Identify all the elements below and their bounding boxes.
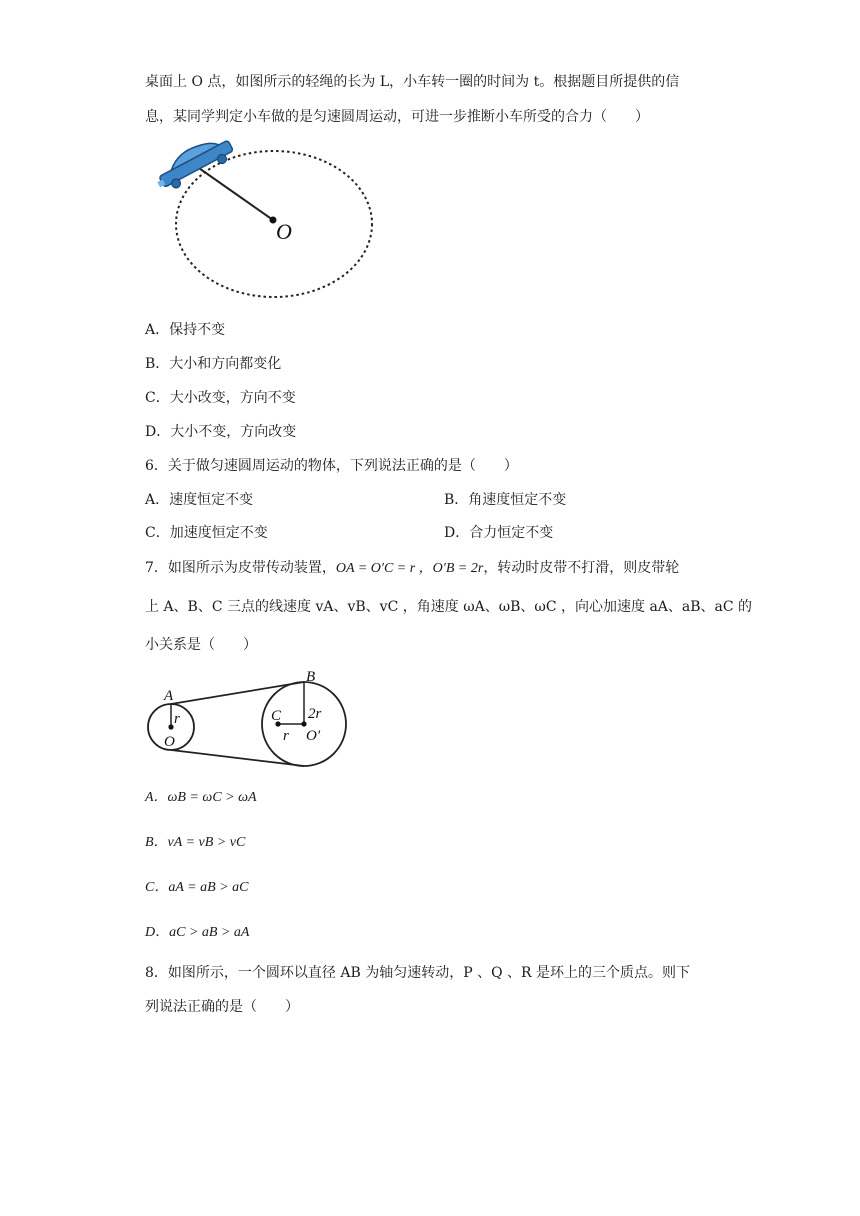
- q5-stem-line2: 息，某同学判定小车做的是匀速圆周运动，可进一步推断小车所受的合力（ ）: [145, 109, 649, 125]
- label-A: A: [164, 688, 174, 704]
- q7-option-a[interactable]: A．ωB = ωC > ωA: [145, 790, 257, 805]
- q7-stem-line3: 小关系是（ ）: [145, 637, 257, 653]
- label-C: C: [271, 708, 282, 724]
- rope: [196, 166, 273, 220]
- q7-stem-line2: 上 A、B、C 三点的线速度 vA、vB、vC ，角速度 ωA、ωB、ωC ，向心加速度 aA、aB、aC 的: [145, 599, 753, 615]
- q5-figure: [150, 140, 380, 300]
- q8-stem-line2: 列说法正确的是（ ）: [145, 999, 299, 1015]
- q7-option-b[interactable]: B．vA = vB > vC: [145, 835, 246, 850]
- q7-option-d[interactable]: D．aC > aB > aA: [145, 925, 250, 940]
- q5-option-c[interactable]: C．大小改变，方向不变: [145, 390, 296, 406]
- belt-top: [171, 682, 304, 704]
- label-O: O: [276, 219, 292, 244]
- q7-stem-line1-text-b: ，转动时皮带不打滑，则皮带轮: [483, 560, 680, 576]
- q6-option-b[interactable]: B．角速度恒定不变: [444, 492, 567, 508]
- q7-equation: OA = O′C = r ，O′B = 2r: [335, 561, 484, 576]
- q7-belt-drive-figure: [140, 668, 360, 778]
- label-O-prime: O′: [306, 728, 321, 744]
- label-2r: 2r: [308, 706, 322, 722]
- label-B: B: [306, 669, 316, 685]
- point-O: [168, 724, 173, 729]
- q8-stem-line1: 8．如图所示，一个圆环以直径 AB 为轴匀速转动，P 、Q 、R 是环上的三个质点。则下: [145, 965, 690, 981]
- label-r-small: r: [174, 711, 180, 727]
- q5-option-b[interactable]: B．大小和方向都变化: [145, 356, 282, 372]
- q6-stem: 6．关于做匀速圆周运动的物体，下列说法正确的是（ ）: [145, 458, 518, 474]
- q7-stem-line1-text-a: 7．如图所示为皮带传动装置，: [145, 560, 336, 576]
- belt-bottom: [171, 750, 304, 766]
- label-r-big: r: [283, 728, 289, 744]
- q6-option-d[interactable]: D．合力恒定不变: [444, 525, 554, 541]
- q6-option-c[interactable]: C．加速度恒定不变: [145, 525, 268, 541]
- label-O-small: O: [164, 734, 175, 750]
- q5-option-d[interactable]: D．大小不变，方向改变: [145, 424, 297, 440]
- q7-stem-line1: [145, 558, 679, 579]
- point-O-prime: [301, 721, 306, 726]
- q7-option-c[interactable]: C．aA = aB > aC: [145, 880, 249, 895]
- q5-stem-line1: 桌面上 O 点，如图所示的轻绳的长为 L，小车转一圈的时间为 t。根据题目所提供的信: [145, 74, 680, 90]
- q5-option-a[interactable]: A．保持不变: [145, 322, 226, 338]
- q6-option-a[interactable]: A．速度恒定不变: [145, 492, 254, 508]
